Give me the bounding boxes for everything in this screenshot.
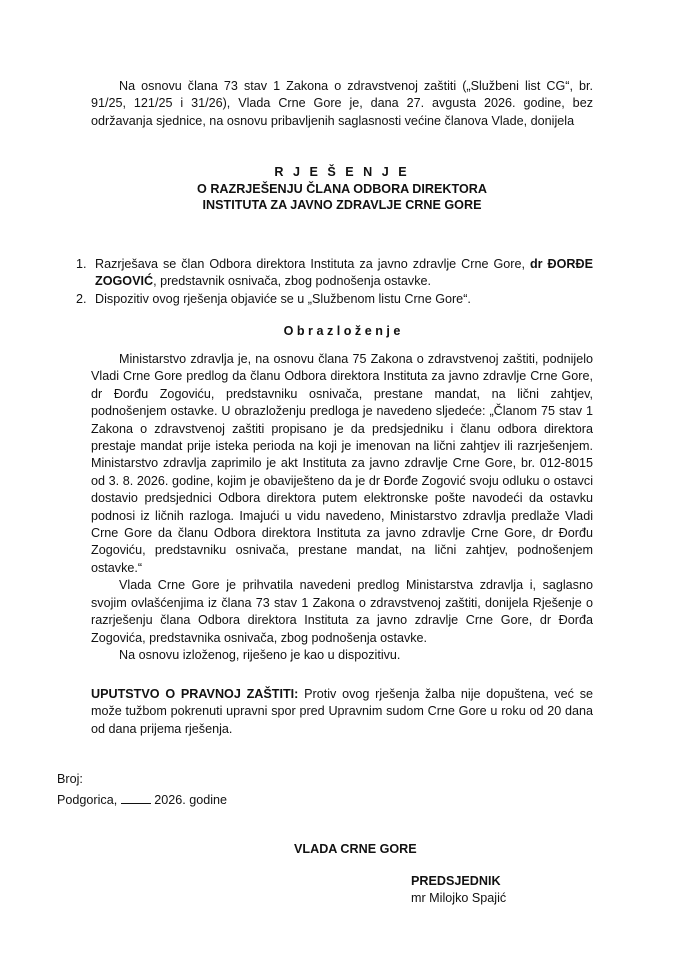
signatory-role: PREDSJEDNIK xyxy=(411,874,501,888)
reasoning-heading: O b r a z l o ž e n j e xyxy=(283,324,401,338)
title-line-2: INSTITUTA ZA JAVNO ZDRAVLJE CRNE GORE xyxy=(202,198,482,212)
date-year: 2026. godine xyxy=(154,793,228,807)
date-blank xyxy=(121,791,151,804)
dispositive-list xyxy=(76,256,593,308)
reasoning-body xyxy=(91,351,593,664)
reasoning-paragraph-1: Ministarstvo zdravlja je, na osnovu člana 75 Zakona o zdravstvenoj zaštiti, podnijelo Vladi Crne Gore predlog da članu Odbora direktora Instituta za javno zdravlje Crne Gore, dr Đorđu Zogoviću, predstavniku osnivača, prestane mandat, na lični zahtjev, podnošenjem ostavke. U obrazloženju predloga je navedeno sljedeće: „Članom 75 stav 1 Zakona o zdravstvenoj zaštiti propisano je da predsjedniku i članu odbora direktora prestaje mandat prije isteka perioda na koji je imenovan na lični zahtjev ili razrješenjem. Ministarstvo zdravlja zaprimilo je akt Instituta za javno zdravlje Crne Gore, br. 012-8015 od 3. 8. 2026. godine, kojim je obaviješteno da je dr Đorđe Zogović svoju odluku o ostavci dostavio predsjednici Odbora direktora putem elektronske pošte navodeći da ostavku podnosi iz ličnih razloga. Imajući u vidu navedeno, Ministarstvo zdravlja predlaže Vladi Crne Gore da članu Odbora direktora Instituta za javno zdravlje Crne Gore, dr Đorđu Zogoviću, predstavniku osnivača, prestane mandat, na lični zahtjev, podnošenjem ostavke.“ xyxy=(91,352,593,575)
government-name: VLADA CRNE GORE xyxy=(294,842,417,856)
preamble-paragraph: Na osnovu člana 73 stav 1 Zakona o zdravstvenoj zaštiti („Službeni list CG“, br. 91/25, 121/25 i 31/26), Vlada Crne Gore je, dana 27. avgusta 2026. godine, bez održavanja sjednice, na osnovu pribavljenih saglasnosti većine članova Vlade, donijela xyxy=(91,79,593,128)
list-item: 2. Dispozitiv ovog rješenja objaviće se u „Službenom listu Crne Gore“. xyxy=(76,291,471,306)
legal-remedy-paragraph xyxy=(91,686,593,738)
reasoning-paragraph-2: Vlada Crne Gore je prihvatila navedeni predlog Ministarstva zdravlja i, saglasno svojim ovlašćenjima iz člana 73 stav 1 Zakona o zdravstvenoj zaštiti, donijela Rješenje o razrješenju člana Odbora direktora Instituta za javno zdravlje Crne Gore, dr Đorđa Zogovića, predstavnika osnivača, zbog podnošenja ostavke. xyxy=(91,578,593,645)
dismissed-member-name: dr ĐORĐE ZOGOVIĆ xyxy=(95,257,593,289)
title-word: R J E Š E N J E xyxy=(274,165,410,179)
title-line-1: O RAZRJEŠENJU ČLANA ODBORA DIREKTORA xyxy=(197,181,487,196)
list-item: 1. Razrješava se član Odbora direktora Instituta za javno zdravlje Crne Gore, dr ĐORĐE ZOGOVIĆ, predstavnik osnivača, zbog podnošenja ostavke. xyxy=(76,257,593,289)
decision-title xyxy=(91,164,593,214)
legal-remedy-text: Protiv ovog rješenja žalba nije dopuštena, već se može tužbom pokrenuti upravni spor pred Upravnim sudom Crne Gore u roku od 20 dana od dana prijema rješenja. xyxy=(91,687,594,736)
reference-number-label: Broj: xyxy=(57,772,83,786)
legal-remedy-label: UPUTSTVO O PRAVNOJ ZAŠTITI: xyxy=(91,687,299,701)
signatory-name: mr Milojko Spajić xyxy=(411,891,507,905)
place-date-line xyxy=(57,791,227,809)
reasoning-paragraph-3: Na osnovu izloženog, riješeno je kao u dispozitivu. xyxy=(119,647,401,662)
place-name: Podgorica, xyxy=(57,793,118,807)
